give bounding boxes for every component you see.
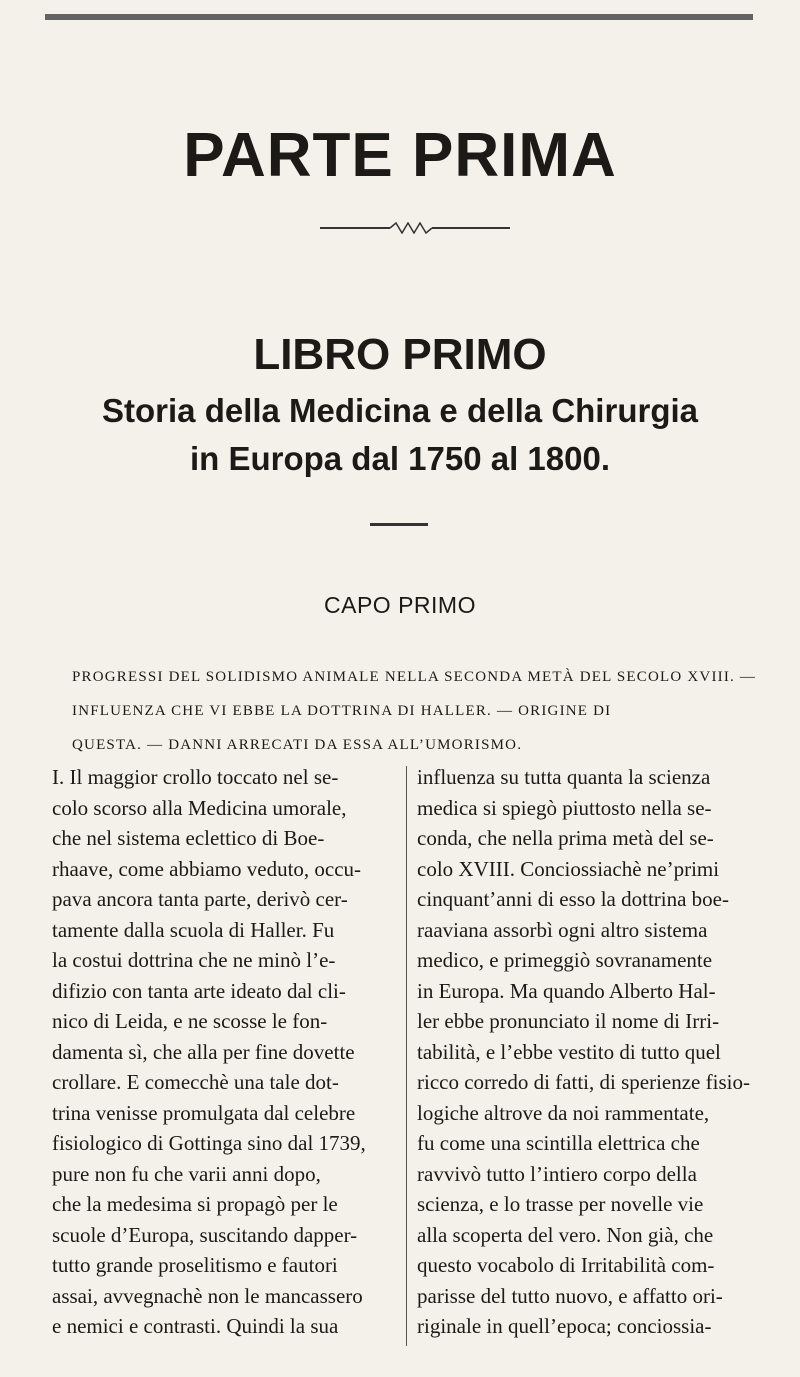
- text-line: che la medesima si propagò per le: [52, 1192, 338, 1216]
- text-line: difizio con tanta arte ideato dal cli-: [52, 978, 346, 1003]
- text-line: tamente dalla scuola di Haller. Fu: [52, 917, 335, 942]
- text-line: crollare. E comecchè una tale dot-: [52, 1070, 339, 1094]
- text-line: scienza, e lo trasse per novelle vie: [417, 1192, 704, 1216]
- text-line: pure non fu che varii anni dopo,: [52, 1161, 321, 1186]
- right-text-column: [417, 762, 762, 1342]
- text-line: assai, avvegnachè non le mancassero: [52, 1283, 363, 1308]
- text-line: colo scorso alla Medicina umorale,: [52, 795, 347, 820]
- text-line: che nel sistema eclettico di Boe-: [52, 826, 325, 850]
- text-line: rhaave, come abbiamo veduto, occu-: [52, 856, 362, 881]
- text-line: trina venisse promulgata dal celebre: [52, 1100, 356, 1125]
- text-line: conda, che nella prima metà del se-: [417, 826, 714, 850]
- text-line: pava ancora tanta parte, derivò cer-: [52, 887, 348, 911]
- text-line: ravvivò tutto l’intiero corpo della: [417, 1161, 697, 1186]
- short-rule: [370, 523, 428, 526]
- chapter-title: CAPO PRIMO: [324, 592, 476, 618]
- text-line: I. Il maggior crollo toccato nel se-: [52, 765, 339, 789]
- left-text-column: [52, 762, 397, 1342]
- book-subtitle-line-2: in Europa dal 1750 al 1800.: [189, 440, 611, 477]
- text-line: riginale in quell’epoca; conciossia-: [417, 1314, 712, 1338]
- text-line: alla scoperta del vero. Non già, che: [417, 1222, 714, 1247]
- text-line: colo XVIII. Conciossiachè ne’primi: [417, 856, 720, 881]
- summary-line: PROGRESSI DEL SOLIDISMO ANIMALE NELLA SECONDA METÀ DEL SECOLO XVIII. —: [72, 669, 757, 685]
- text-line: medica si spiegò piuttosto nella se-: [417, 795, 712, 820]
- text-line: ricco corredo di fatti, di sperienze fisio-: [417, 1070, 750, 1094]
- summary-line: QUESTA. — DANNI ARRECATI DA ESSA ALL’UMORISMO.: [72, 737, 523, 753]
- text-line: influenza su tutta quanta la scienza: [417, 765, 711, 789]
- text-line: fu come una scintilla elettrica che: [417, 1131, 700, 1155]
- part-title: PARTE PRIMA: [183, 121, 617, 190]
- text-line: cinquant’anni di esso la dottrina boe-: [417, 887, 729, 911]
- text-line: e nemici e contrasti. Quindi la sua: [52, 1314, 339, 1338]
- text-line: tabilità, e l’ebbe vestito di tutto quel: [417, 1039, 721, 1064]
- text-line: ler ebbe pronunciato il nome di Irri-: [417, 1009, 720, 1033]
- top-rule: [45, 14, 753, 20]
- chapter-summary: [72, 660, 772, 762]
- text-line: fisiologico di Gottinga sino dal 1739,: [52, 1131, 366, 1155]
- text-line: la costui dottrina che ne minò l’e-: [52, 948, 336, 972]
- text-line: parisse del tutto nuovo, e affatto ori-: [417, 1283, 723, 1308]
- text-line: raaviana assorbì ogni altro sistema: [417, 917, 708, 942]
- text-line: tutto grande proselitismo e fautori: [52, 1253, 338, 1277]
- text-line: damenta sì, che alla per fine dovette: [52, 1039, 355, 1064]
- text-line: questo vocabolo di Irritabilità com-: [417, 1253, 715, 1277]
- text-line: logiche altrove da noi rammentate,: [417, 1100, 710, 1125]
- book-title: LIBRO PRIMO: [253, 330, 547, 379]
- text-line: nico di Leida, e ne scosse le fon-: [52, 1009, 328, 1033]
- column-divider: [406, 766, 407, 1346]
- ornament-divider: [320, 222, 510, 234]
- text-line: in Europa. Ma quando Alberto Hal-: [417, 978, 716, 1003]
- book-subtitle-line-1: Storia della Medicina e della Chirurgia: [102, 392, 698, 429]
- text-line: medico, e primeggiò sovranamente: [417, 948, 713, 972]
- summary-line: INFLUENZA CHE VI EBBE LA DOTTRINA DI HALLER. — ORIGINE DI: [72, 703, 612, 719]
- text-line: scuole d’Europa, suscitando dapper-: [52, 1222, 358, 1247]
